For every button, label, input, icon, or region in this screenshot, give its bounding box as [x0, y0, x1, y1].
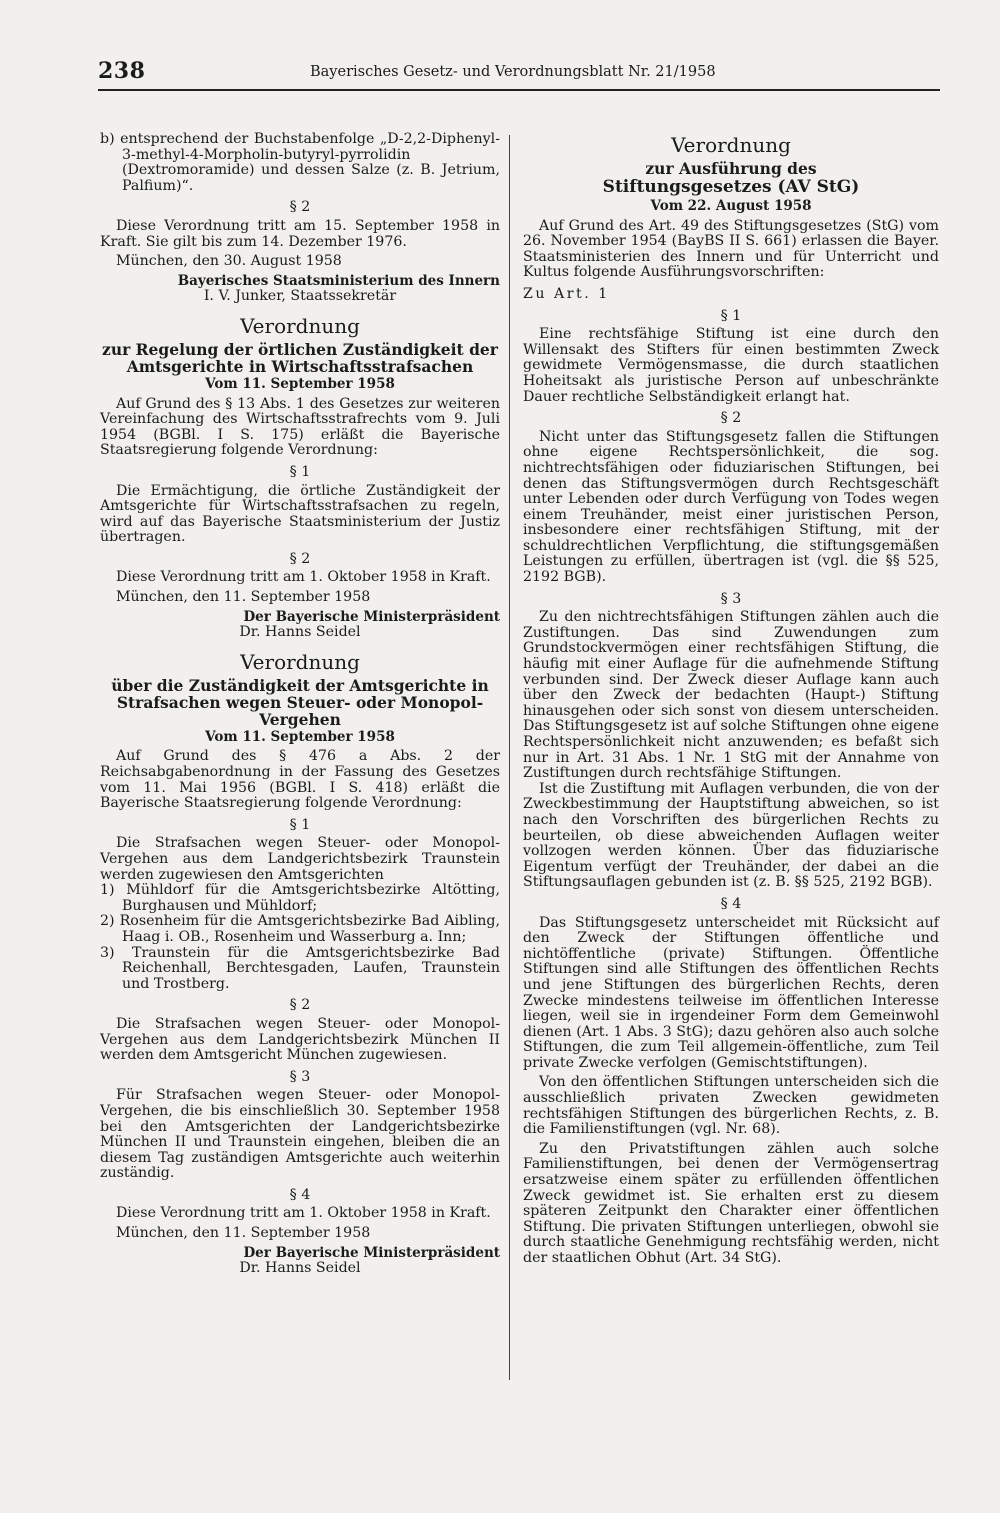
preamble: Auf Grund des § 13 Abs. 1 des Gesetzes zur weiteren Vereinfachung des Wirtschaftsstrafrechts vom 9. Juli 1954 (BGBl. I S. 175) erläßt die Bayerische Staatsregierung folgende Verordnung: — [100, 395, 500, 459]
signer: Dr. Hanns Seidel — [239, 624, 361, 641]
column-divider — [509, 135, 510, 1380]
preamble: Auf Grund des Art. 49 des Stiftungsgesetzes (StG) vom 26. November 1954 (BayBS II S. 661) erlassen die Bayer. Staatsministerien des Innern und für Unterricht und Kultus folgende Ausführungsvorschriften: — [523, 217, 939, 281]
signing-authority: Der Bayerische Ministerpräsident — [243, 1244, 500, 1261]
paragraph: Diese Verordnung tritt am 15. September 1958 in Kraft. Sie gilt bis zum 14. Dezember 1976. — [100, 217, 500, 250]
ordinance-title: Verordnung — [240, 649, 360, 674]
paragraph: Nicht unter das Stiftungsgesetz fallen die Stiftungen ohne eigene Rechtspersönlichkeit, die sog. nichtrechtsfähigen oder fiduziarischen Stiftungen, bei denen das Stiftungsvermögen durch Rechtsgeschäft unter Lebenden oder durch Verfügung von Todes wegen einem Treuhänder, meist einer juristischen Person, insbesondere einer rechtsfähigen Stiftung, mit der schuldrechtlichen Verpflichtung, die stiftungsgemäßen Leistungen zu erfüllen, übertragen ist (vgl. die §§ 525, 2192 BGB). — [523, 428, 939, 586]
paragraph: Diese Verordnung tritt am 1. Oktober 1958 in Kraft. — [116, 569, 491, 586]
ordinance-subtitle: zur Ausführung des — [645, 159, 817, 178]
section-heading: § 1 — [289, 463, 311, 480]
ordinance-date: Vom 11. September 1958 — [205, 375, 395, 392]
ordinance-date: Vom 22. August 1958 — [650, 198, 812, 214]
paragraph: Die Strafsachen wegen Steuer- oder Monopol-Vergehen aus dem Landgerichtsbezirk Traunstein werden zugewiesen den Amtsgerichten — [100, 835, 500, 883]
ordinance-subtitle: Stiftungsgesetzes (AV StG) — [602, 177, 860, 197]
list-item: 1) Mühldorf für die Amtsgerichtsbezirke Altötting, Burghausen und Mühldorf; — [100, 882, 500, 914]
paragraph: Die Ermächtigung, die örtliche Zuständigkeit der Amtsgerichte für Wirtschaftsstrafsachen zu regeln, wird auf das Bayerische Staatsministerium der Justiz übertragen. — [100, 482, 500, 546]
signing-authority: Der Bayerische Ministerpräsident — [243, 608, 500, 625]
paragraph: Das Stiftungsgesetz unterscheidet mit Rücksicht auf den Zweck der Stiftungen öffentliche und nichtöffentliche (private) Stiftungen. Öffentliche Stiftungen sind alle Stiftungen des öffentlichen Rechts und jene Stiftungen des bürgerlichen Rechts, deren Zwecke mindestens teilweise im öffentlichen Interesse liegen, weil sie in irgendeiner Form dem Gemeinwohl dienen (Art. 1 Abs. 3 StG); dazu gehören also auch solche Stiftungen, die zum Teil allgemein-öffentliche, zum Teil private Zwecke verfolgen (Gemischtstiftungen). — [523, 914, 939, 1071]
paragraph: Diese Verordnung tritt am 1. Oktober 1958 in Kraft. — [116, 1205, 491, 1222]
signing-authority: Bayerisches Staatsministerium des Innern — [177, 272, 500, 289]
paragraph: Ist die Zustiftung mit Auflagen verbunden, die von der Zweckbestimmung der Hauptstiftung abweichen, so ist nach den Vorschriften des bürgerlichen Rechts zu beurteilen, ob diese abweichenden Auflagen weiter vollzogen werden können. Über das fiduziarische Eigentum verfügt der Treuhänder, der dabei an die Stiftungsauflagen gebunden ist (z. B. §§ 525, 2192 BGB). — [523, 780, 939, 891]
article-heading: Zu Art. 1 — [523, 285, 610, 302]
section-heading: § 2 — [720, 410, 742, 427]
running-title: Bayerisches Gesetz- und Verordnungsblatt Nr. 21/1958 — [310, 64, 716, 80]
list-item: 2) Rosenheim für die Amtsgerichtsbezirke Bad Aibling, Haag i. OB., Rosenheim und Wasserburg a. Inn; — [100, 913, 500, 945]
section-heading: § 3 — [720, 590, 742, 607]
section-heading: § 4 — [720, 895, 742, 912]
left-column — [100, 132, 500, 1277]
section-heading: § 1 — [720, 307, 742, 324]
ordinance-title: Verordnung — [671, 133, 791, 157]
ordinance-title: Verordnung — [240, 313, 360, 338]
header-rule — [98, 89, 940, 91]
preamble: Auf Grund des § 476 a Abs. 2 der Reichsabgabenordnung in der Fassung des Gesetzes vom 11. Mai 1956 (BGBl. I S. 418) erläßt die Bayerische Staatsregierung folgende Verordnung: — [100, 748, 500, 812]
ordinance-date: Vom 11. September 1958 — [205, 728, 395, 745]
ordinance-subtitle: zur Regelung der örtlichen Zuständigkeit der Amtsgerichte in Wirtschaftsstrafsachen — [102, 339, 498, 376]
place-date: München, den 11. September 1958 — [116, 1225, 371, 1242]
section-heading: § 2 — [289, 550, 311, 567]
place-date: München, den 11. September 1958 — [116, 589, 371, 606]
paragraph: Die Strafsachen wegen Steuer- oder Monopol-Vergehen aus dem Landgerichtsbezirk München II werden dem Amtsgericht München zugewiesen. — [100, 1015, 500, 1064]
paragraph: Eine rechtsfähige Stiftung ist eine durch den Willensakt des Stifters für einen bestimmten Zweck gewidmete Vermögensmasse, die durch staatlichen Hoheitsakt als juristische Person auf unbeschränkte Dauer rechtliche Selbständigkeit erlangt hat. — [523, 326, 939, 405]
right-column — [523, 132, 939, 1267]
section-heading: § 1 — [289, 816, 311, 833]
item-b: b) entsprechend der Buchstabenfolge „D-2,2-Diphenyl-3-methyl-4-Morpholin-butyryl-pyrrolidin (Dextromoramide) und dessen Salze (z. B. Jetrium, Palfium)“. — [100, 131, 500, 194]
ordinance-subtitle: über die Zuständigkeit der Amtsgerichte in Strafsachen wegen Steuer- oder Monopol-Vergehen — [111, 675, 489, 729]
section-heading: § 3 — [289, 1068, 311, 1085]
paragraph: Zu den nichtrechtsfähigen Stiftungen zählen auch die Zustiftungen. Das sind Zuwendungen zum Grundstockvermögen einer rechtsfähigen Stiftung, die häufig mit einer Auflage für die aufnehmende Stiftung verbunden sind. Der Zweck dieser Auflage kann auch über den Zweck der bedachten (Haupt-) Stiftung hinausgehen oder sich sonst von diesem unterscheiden. Das Stiftungsgesetz ist auf solche Stiftungen ohne eigene Rechtspersönlichkeit nicht anzuwenden; es befaßt sich nur in Art. 31 Abs. 1 Nr. 1 StG mit der Annahme von Zustiftungen durch rechtsfähige Stiftungen. — [523, 609, 939, 782]
paragraph: Von den öffentlichen Stiftungen unterscheiden sich die ausschließlich privaten Zwecken gewidmeten rechtsfähigen Stiftungen des bürgerlichen Rechts, z. B. die Familienstiftungen (vgl. Nr. 68). — [523, 1074, 939, 1138]
signer: Dr. Hanns Seidel — [239, 1260, 361, 1277]
section-heading: § 2 — [289, 997, 311, 1014]
paragraph: Für Strafsachen wegen Steuer- oder Monopol-Vergehen, die bis einschließlich 30. September 1958 bei den Amtsgerichten der Landgerichtsbezirke München II und Traunstein eingehen, bleiben die an diesem Tag zuständigen Amtsgerichte auch weiterhin zuständig. — [100, 1087, 500, 1182]
page-header — [98, 58, 940, 88]
page-number: 238 — [98, 58, 146, 84]
paragraph: Zu den Privatstiftungen zählen auch solche Familienstiftungen, bei denen der Vermögensertrag ersatzweise einem später zu erfüllenden öffentlichen Zweck gewidmet ist. Sie erhalten erst zu diesem späteren Zeitpunkt den Charakter einer öffentlichen Stiftung. Die privaten Stiftungen unterliegen, obwohl sie durch staatliche Genehmigung rechtsfähig werden, nicht der staatlichen Obhut (Art. 34 StG). — [523, 1140, 939, 1266]
list-item: 3) Traunstein für die Amtsgerichtsbezirke Bad Reichenhall, Berchtesgaden, Laufen, Traunstein und Trostberg. — [100, 944, 500, 992]
place-date: München, den 30. August 1958 — [116, 253, 342, 270]
signer: I. V. Junker, Staatssekretär — [203, 288, 397, 305]
section-heading: § 4 — [289, 1186, 311, 1203]
section-heading: § 2 — [289, 199, 311, 216]
